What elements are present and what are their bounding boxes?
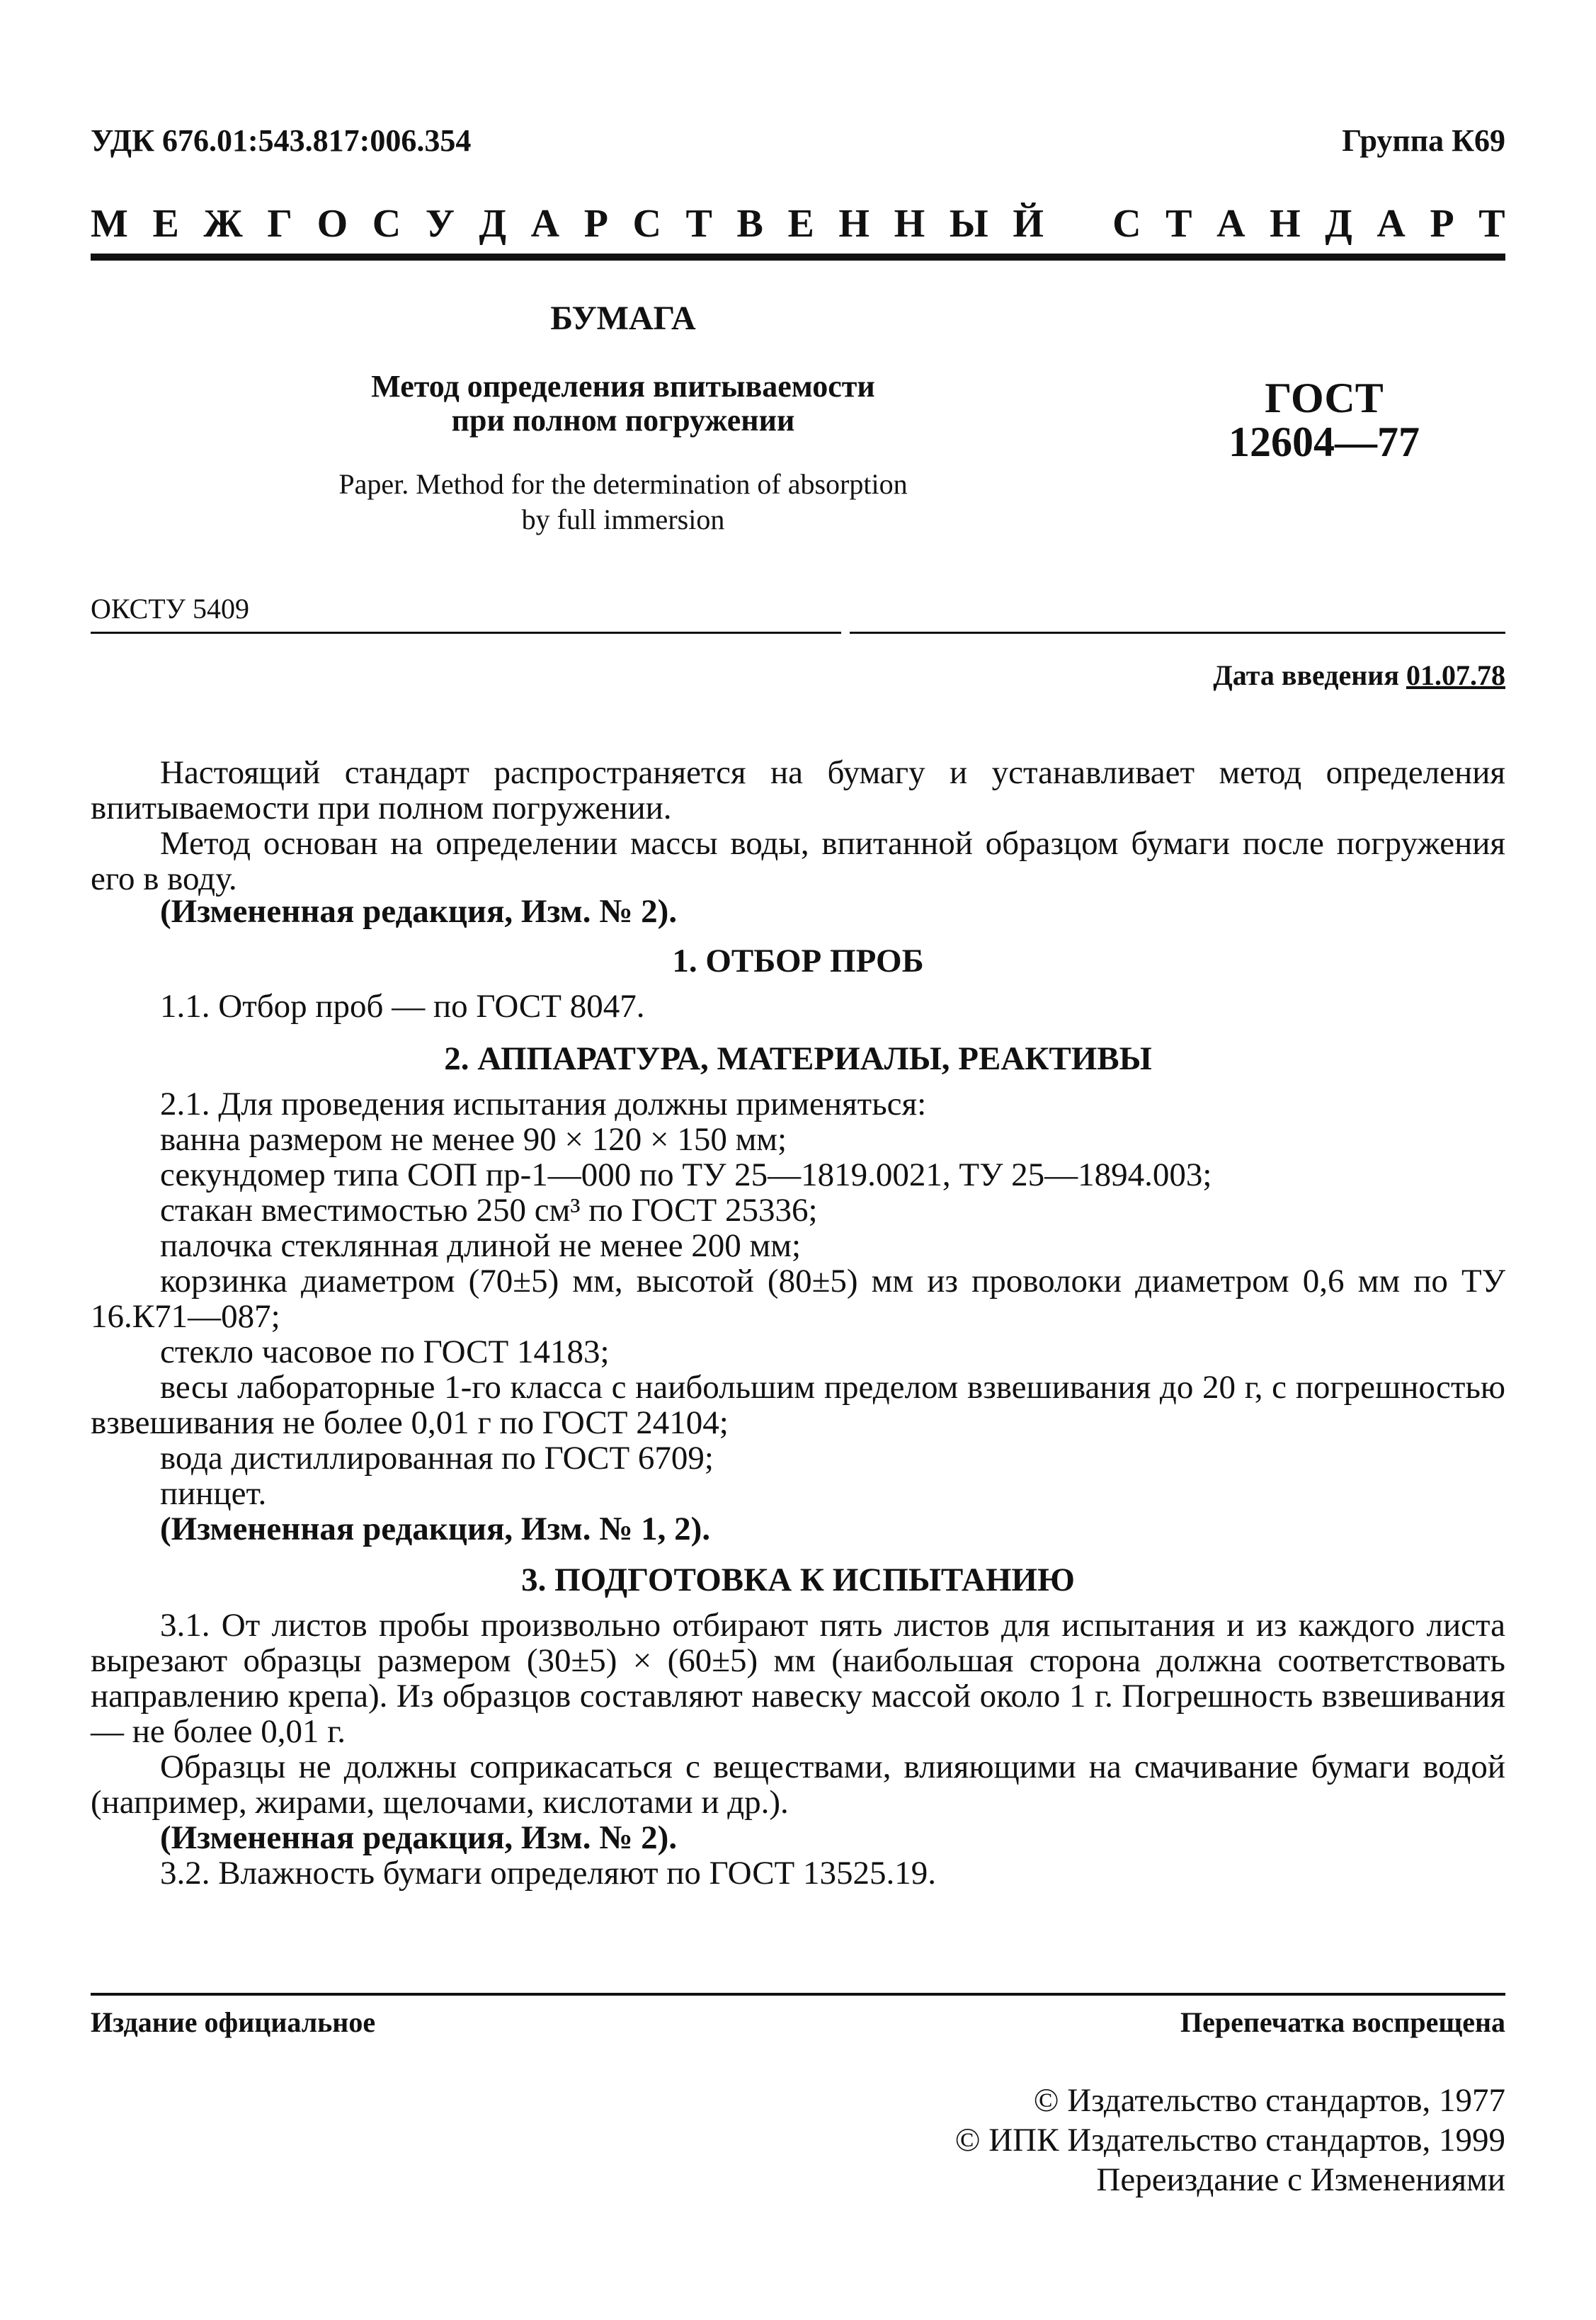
section-3-amendment: (Измененная редакция, Изм. № 2).: [160, 1819, 678, 1856]
reissue-note: Переиздание с Изменениями: [1096, 2161, 1505, 2198]
okstu-rule-left: [91, 632, 841, 634]
section-2-line-3: секундомер типа СОП пр-1—000 по ТУ 25—1819.0021, ТУ 25—1894.003;: [160, 1156, 1212, 1193]
title-sub-line1: Метод определения впитываемости: [371, 369, 875, 404]
letter: Г: [267, 202, 293, 246]
gost-number: 12604—77: [1229, 419, 1420, 465]
intro-date: [1213, 659, 1505, 692]
copyright-1999: © ИПК Издательство стандартов, 1999: [954, 2122, 1505, 2159]
official-edition-note: Издание официальное: [91, 2006, 376, 2038]
section-2-line-9: вода дистиллированная по ГОСТ 6709;: [160, 1440, 714, 1477]
letter: Р: [583, 202, 608, 246]
letter: Н: [894, 202, 925, 246]
footer-rule: [91, 1993, 1505, 1996]
letter: А: [530, 202, 560, 246]
title-main: БУМАГА: [550, 300, 696, 337]
intro-date-value: 01.07.78: [1406, 659, 1505, 691]
intro-paragraph-1: Настоящий стандарт распространяется на бумагу и устанавливает метод определения впитываемости при полном погружении.: [91, 754, 1505, 826]
letter: Т: [1478, 202, 1505, 246]
letter: Е: [787, 202, 814, 246]
section-2-line-7: стекло часовое по ГОСТ 14183;: [160, 1334, 610, 1370]
letter: Р: [1430, 202, 1454, 246]
section-1-heading: 1. ОТБОР ПРОБ: [672, 943, 924, 979]
okstu-rule-right: [850, 632, 1505, 634]
section-2-line-8: весы лабораторные 1-го класса с наибольшим пределом взвешивания до 20 г, с погрешностью взвешивания не более 0,01 г по ГОСТ 24104;: [91, 1369, 1505, 1441]
header-rule-thick: [91, 254, 1505, 261]
letter-gap: [1068, 201, 1088, 246]
letter: У: [425, 202, 455, 246]
section-2-line-10: пинцет.: [160, 1475, 267, 1512]
title-en-line1: Paper. Method for the determination of absorption: [338, 468, 908, 500]
letter: Т: [685, 202, 712, 246]
section-2-line-5: палочка стеклянная длиной не менее 200 мм;: [160, 1227, 802, 1264]
intro-paragraph-2: Метод основан на определении массы воды, впитанной образцом бумаги после погружения его в воду.: [91, 825, 1505, 897]
letter: М: [91, 202, 128, 246]
letter: Т: [1165, 202, 1192, 246]
section-1-item-1: 1.1. Отбор проб — по ГОСТ 8047.: [160, 988, 645, 1025]
section-3-item-2: 3.2. Влажность бумаги определяют по ГОСТ 13525.19.: [160, 1855, 937, 1892]
letter: О: [317, 202, 348, 246]
copyright-1977: © Издательство стандартов, 1977: [1033, 2082, 1505, 2119]
letter: А: [1376, 202, 1406, 246]
letter: Д: [1325, 202, 1352, 246]
letter: Е: [152, 202, 179, 246]
reprint-prohibited-note: Перепечатка воспрещена: [1180, 2006, 1505, 2038]
standard-type-heading: [91, 201, 1505, 246]
section-2-line-1: 2.1. Для проведения испытания должны применяться:: [160, 1086, 927, 1122]
letter: А: [1216, 202, 1246, 246]
section-2-line-2: ванна размером не менее 90 × 120 × 150 мм;: [160, 1121, 787, 1158]
letter: Ы: [949, 202, 988, 246]
section-3-paragraph-2: Образцы не должны соприкасаться с веществами, влияющими на смачивание бумаги водой (например, жирами, щелочами, кислотами и др.).: [91, 1748, 1505, 1821]
letter: С: [632, 202, 661, 246]
letter: С: [1112, 202, 1141, 246]
letter: С: [372, 202, 401, 246]
intro-amendment: (Измененная редакция, Изм. № 2).: [160, 893, 678, 930]
letter: Ж: [203, 202, 243, 246]
section-2-heading: 2. АППАРАТУРА, МАТЕРИАЛЫ, РЕАКТИВЫ: [444, 1040, 1152, 1077]
letter: Н: [1270, 202, 1301, 246]
group-code: Группа К69: [1342, 123, 1505, 158]
letter: Н: [838, 202, 870, 246]
letter: В: [736, 202, 763, 246]
title-en-line2: by full immersion: [521, 504, 725, 535]
section-2-line-4: стакан вместимостью 250 см³ по ГОСТ 25336;: [160, 1192, 818, 1229]
gost-label: ГОСТ: [1265, 375, 1384, 421]
section-3-paragraph-1: 3.1. От листов пробы произвольно отбирают пять листов для испытания и из каждого листа вырезают образцы размером (30±5) × (60±5) мм (наибольшая сторона должна соответствовать направлению крепа). Из образцов составляют навеску массой около 1 г. Погрешность взвешивания — не более 0,01 г.: [91, 1607, 1505, 1750]
section-3-heading: 3. ПОДГОТОВКА К ИСПЫТАНИЮ: [521, 1562, 1075, 1598]
intro-date-label: Дата введения: [1213, 659, 1399, 691]
section-2-line-6: корзинка диаметром (70±5) мм, высотой (80±5) мм из проволоки диаметром 0,6 мм по ТУ 16.К71—087;: [91, 1263, 1505, 1335]
title-sub-line2: при полном погружении: [451, 403, 795, 438]
letter: Й: [1013, 202, 1044, 246]
udk-code: УДК 676.01:543.817:006.354: [91, 123, 472, 158]
section-2-amendment: (Измененная редакция, Изм. № 1, 2).: [160, 1511, 711, 1547]
okstu-code: ОКСТУ 5409: [91, 593, 250, 625]
letter: Д: [479, 202, 507, 246]
